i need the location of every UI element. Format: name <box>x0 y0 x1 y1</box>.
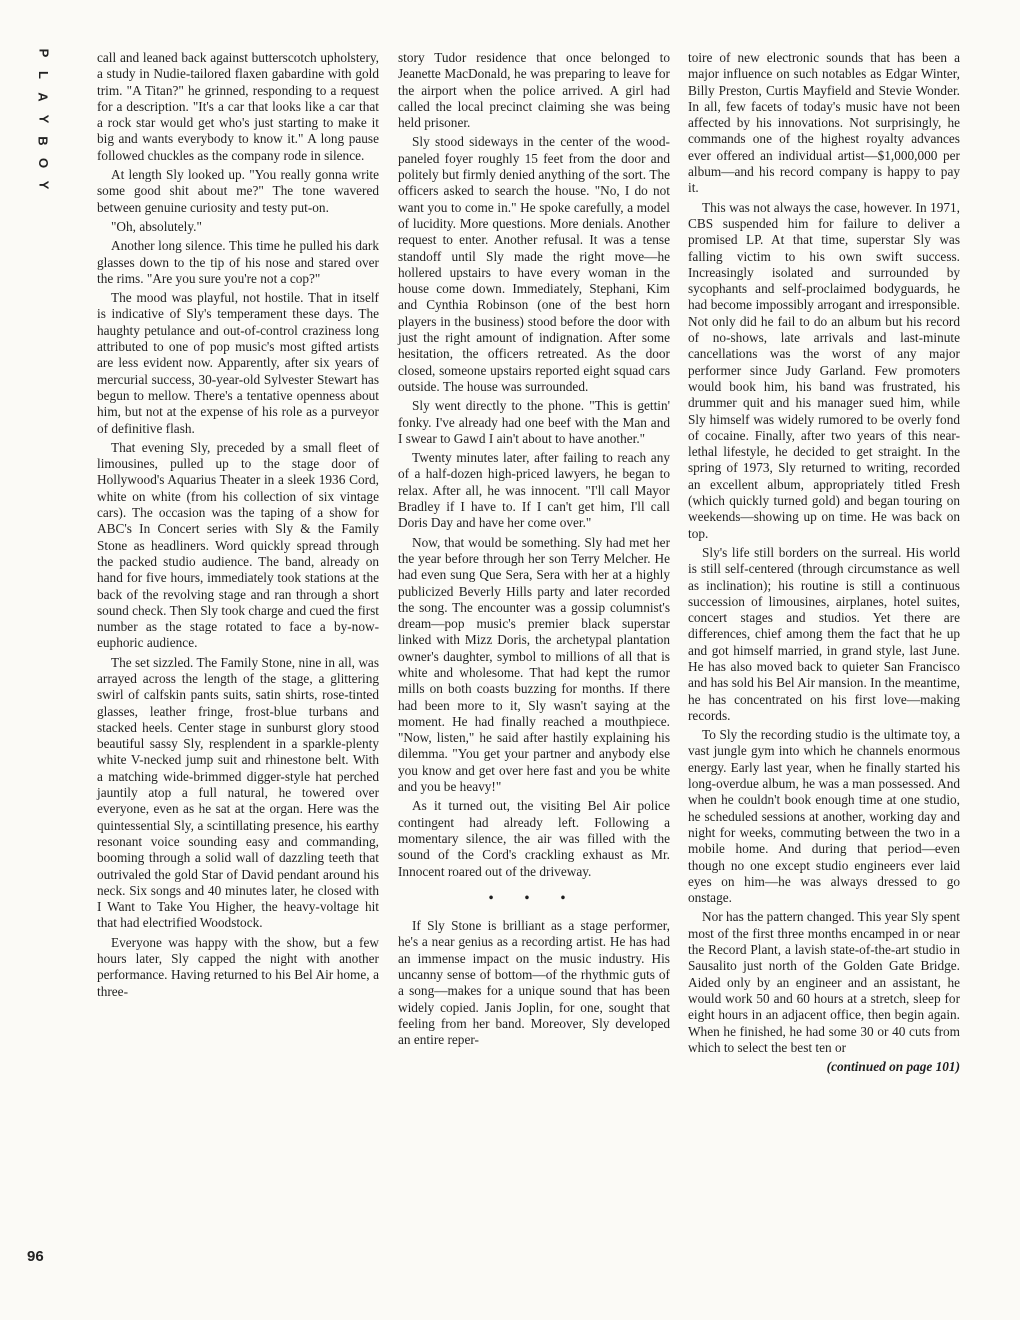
paragraph: That evening Sly, preceded by a small fleet of limousines, pulled up to the stage door of Hollywood's Aquarius Theater in a sleek 1936 Cord, white on white (from his collection of six vintage cars). The occasion was the taping of a show for ABC's In Concert series with Sly & the Family Stone as headliners. Word quickly spread through the packed studio audience. The band, already on hand for five hours, immediately took stations at the back of the revolving stage and ran through a short sound check. Then Sly took charge and cued the first number as the stage rotated to face a by-now-euphoric audience. <box>97 439 379 651</box>
paragraph: The mood was playful, not hostile. That in itself is indicative of Sly's temperament these days. The haughty petulance and out-of-control craziness long attributed to one of pop music's most gifted artists are less evident now. Apparently, after six years of mercurial success, 30-year-old Sylvester Stewart has begun to mellow. There's a tentative openness about him, but not at the expense of his role as a purveyor of definitive flash. <box>97 290 379 436</box>
continued-link[interactable]: (continued on page 101) <box>826 1059 960 1075</box>
masthead-letter: Y <box>35 180 51 190</box>
article-column-3 <box>688 50 960 1075</box>
paragraph: Sly stood sideways in the center of the wood-paneled foyer roughly 15 feet from the door and politely but firmly denied anything of the sort. The officers asked to search the house. "No, I do not want you to come in." He spoke carefully, a model of lucidity. More questions. More denials. Another request to enter. Another refusal. It was a tense standoff until Sly made the right move—he hollered upstairs to have every woman in the house come down. Immediately, Stephani, Kim and Cynthia Robinson (one of the best horn players in the business) stood before the door with just the right amount of indignation. After some hesitation, the officers retreated. As the door closed, someone upstairs reported eight squad cars outside. The house was surrounded. <box>398 134 670 394</box>
masthead-letter: P <box>35 48 51 58</box>
paragraph: Another long silence. This time he pulled his dark glasses down to the tip of his nose and stared over the rims. "Are you sure you're not a cop?" <box>97 238 379 286</box>
masthead-letter: O <box>36 157 51 169</box>
paragraph: Now, that would be something. Sly had met her the year before through her son Terry Melcher. He had even sung Que Sera, Sera with her at a highly publicized Beverly Hills party and later recorded the song. The encounter was a gossip columnist's dream—pop music's premier black superstar linked with Mizz Doris, the archetypal plantation owner's daughter, symbol to millions of all that is white and wholesome. That had kept the rumor mills on both coasts buzzing for months. If there had been more to it, Sly wasn't saying at the moment. He had finally reached a mouthpiece. "Now, listen," he said after hastily explaining his dilemma. "You get your partner and anybody else you know and get over here fast and you be white and you be heavy!" <box>398 534 670 795</box>
paragraph: Sly went directly to the phone. "This is gettin' fonky. I've already had one beef with the Man and I swear to Gawd I ain't about to have another." <box>398 398 670 446</box>
magazine-masthead <box>30 44 56 194</box>
article-column-2 <box>398 50 670 1052</box>
paragraph: As it turned out, the visiting Bel Air police contingent had already left. Following a momentary silence, the air was filled with the sound of the Cord's crackling exhaust as Mr. Innocent roared out of the driveway. <box>398 798 670 879</box>
masthead-letter: A <box>35 92 51 102</box>
page-number: 96 <box>27 1248 44 1265</box>
paragraph: At length Sly looked up. "You really gonna write some good shit about me?" The tone wavered between genuine curiosity and testy put-on. <box>97 167 379 215</box>
paragraph: call and leaned back against butterscotch upholstery, a study in Nudie-tailored flaxen gabardine with gold trim. "A Titan?" he grinned, responding to a request for a description. "It's a car that looks like a car that a rock star would get who's just starting to make it big and wants everybody to know it." A long pause followed chuckles as the company rode in silence. <box>97 50 379 163</box>
masthead-letter: L <box>35 71 51 79</box>
paragraph: The set sizzled. The Family Stone, nine in all, was arrayed across the length of the stage, a glittering swirl of calfskin pants suits, satin shirts, rose-tinted glasses, leather fringe, frost-blue turbans and stacked heels. Center stage in sunburst glory stood beautiful sassy Sly, resplendent in a sparkle-plenty white V-necked jump suit and rhinestone belt. With a matching wide-brimmed digger-style hat perched jauntily atop a full natural, he towered over everyone, even as he sat at the organ. Here was the quintessential Sly, a scintillating presence, his earthy resonant voice sounding easy and commanding, booming through a solid wall of dazzling teeth that outrivaled the gold Star of David pendant around his neck. Six songs and 40 minutes later, he closed with I Want to Take You Higher, the heavy-voltage hit that had electrified Woodstock. <box>97 654 379 931</box>
section-break: • • • <box>488 889 580 905</box>
paragraph: This was not always the case, however. In 1971, CBS suspended him for failure to deliver a promised LP. At that time, superstar Sly was falling victim to his own swift success. Increasingly isolated and surrounded by sycophants and self-proclaimed bodyguards, he had become impossibly arrogant and irresponsible. Not only did he fail to do an album but his record of no-shows, late arrivals and last-minute cancellations was the worst of any major performer since Judy Garland. Few promoters would book him, his band was frustrated, his drummer quit and his manager sued him, while Sly himself was widely rumored to be overly fond of cocaine. Finally, after two years of this near-lethal lifestyle, he decided to get straight. In the spring of 1973, Sly returned to writing, recorded an excellent album, appropriately titled Fresh (which quickly turned gold) and began touring on weekends—showing up on time. He was back on top. <box>688 199 960 541</box>
paragraph: Sly's life still borders on the surreal. His world is still self-centered (through circumstance as well as inclination); his routine is still a continuous succession of limousines, airplanes, hotel suites, concert stages and studios. Yet there are differences, chief among them the fact that he up and got himself married, in grand style, last June. He has also moved back to quieter San Francisco and has sold his Bel Air mansion. In the meantime, he has concentrated on his first love—making records. <box>688 544 960 723</box>
paragraph: Everyone was happy with the show, but a few hours later, Sly capped the night with another performance. Having returned to his Bel Air home, a three- <box>97 934 379 999</box>
paragraph: To Sly the recording studio is the ultimate toy, a vast jungle gym into which he channels enormous energy. Early last year, when he finally started his long-overdue album, he was a man possessed. And when he couldn't book enough time at one studio, he scheduled sessions at another, working day and night for weeks, commuting between the two in a mobile home. And during that period—even though no one except studio engineers ever laid eyes on him—he was always dressed to go onstage. <box>688 727 960 906</box>
masthead-letter: B <box>35 136 51 146</box>
paragraph: story Tudor residence that once belonged to Jeanette MacDonald, he was preparing to leave for the airport when the police arrived. A girl had called the local precinct claiming she was being held prisoner. <box>398 50 670 131</box>
paragraph: "Oh, absolutely." <box>111 218 202 234</box>
paragraph: Nor has the pattern changed. This year Sly spent most of the first three months encamped in or near the Record Plant, a lavish state-of-the-art studio in Sausalito just north of the Golden Gate Bridge. Aided only by an engineer and an assistant, he would work 50 and 60 hours at a stretch, sleep for eight hours in an adjacent office, then begin again. When he finished, he had some 30 or 40 cuts from which to select the best ten or <box>688 909 960 1055</box>
paragraph: Twenty minutes later, after failing to reach any of a half-dozen high-priced lawyers, he began to relax. After all, he was innocent. "I'll call Mayor Bradley if I have to. If I can't get him, I'll call Doris Day and have her come over." <box>398 450 670 531</box>
article-column-1 <box>97 50 379 1003</box>
masthead-letter: Y <box>35 114 51 124</box>
paragraph: toire of new electronic sounds that has been a major influence on such notables as Edgar Winter, Billy Preston, Curtis Mayfield and Stevie Wonder. In all, few facets of today's music have not been affected by his innovations. Not surprisingly, he commands one of the highest royalty advances ever offered an individual artist—$1,000,000 per album—and his record company is happy to pay it. <box>688 50 960 196</box>
paragraph: If Sly Stone is brilliant as a stage performer, he's a near genius as a recording artist. He has had an immense impact on the music industry. His uncanny sense of bottom—of the rhythmic guts of a song—makes for a unique sound that has been widely copied. Janis Joplin, for one, sought that feeling from her band. Moreover, Sly developed an entire reper- <box>398 918 670 1048</box>
